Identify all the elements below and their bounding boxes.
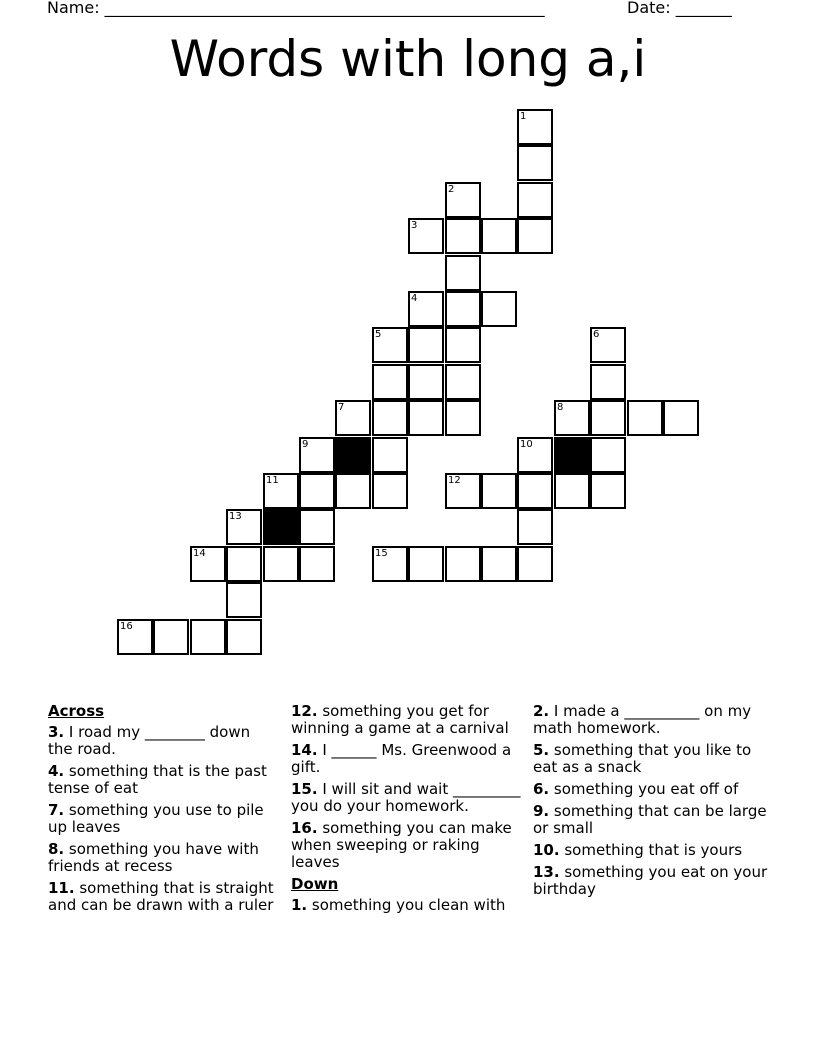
clue-number: 3.: [48, 723, 65, 741]
clue-text: something you use to pile up leaves: [48, 801, 264, 836]
grid-cell[interactable]: [372, 327, 408, 363]
grid-cell[interactable]: [517, 509, 553, 545]
grid-cell[interactable]: [627, 400, 663, 436]
grid-cell[interactable]: [481, 546, 517, 582]
grid-block-cell: [335, 437, 371, 473]
grid-cell[interactable]: [517, 218, 553, 254]
clue-number: 11.: [48, 879, 75, 897]
grid-cell[interactable]: [335, 400, 371, 436]
clue-number: 12.: [291, 702, 318, 720]
cell-number: 6: [593, 329, 600, 340]
page-title: Words with long a,i: [169, 30, 647, 88]
clue-text: something you eat on your birthday: [533, 863, 768, 898]
grid-cell[interactable]: [590, 400, 626, 436]
grid-cell[interactable]: [445, 327, 481, 363]
clue-number: 4.: [48, 762, 65, 780]
clue-down-1: [291, 897, 531, 914]
cell-number: 13: [229, 511, 242, 522]
clue-text: something that can be large or small: [533, 802, 767, 837]
cell-number: 16: [120, 621, 133, 632]
grid-cell[interactable]: [445, 255, 481, 291]
grid-cell[interactable]: [590, 364, 626, 400]
grid-cell[interactable]: [517, 546, 553, 582]
clue-text: I road my ________ down the road.: [48, 723, 251, 758]
clue-across-4: [48, 763, 278, 797]
grid-cell[interactable]: [299, 546, 335, 582]
grid-cell[interactable]: [517, 473, 553, 509]
cell-number: 15: [375, 548, 388, 559]
grid-cell[interactable]: [372, 364, 408, 400]
grid-cell[interactable]: [445, 364, 481, 400]
clue-down-6: [533, 781, 773, 798]
clue-number: 15.: [291, 780, 318, 798]
grid-cell[interactable]: [299, 509, 335, 545]
clue-number: 13.: [533, 863, 560, 881]
grid-cell[interactable]: [263, 473, 299, 509]
cell-number: 11: [266, 475, 279, 486]
clue-text: something you eat off of: [553, 780, 739, 798]
grid-cell[interactable]: [117, 619, 153, 655]
clue-across-15: [291, 781, 531, 815]
grid-cell[interactable]: [372, 473, 408, 509]
clue-down-13: [533, 864, 773, 898]
clue-number: 1.: [291, 896, 308, 914]
grid-cell[interactable]: [299, 437, 335, 473]
cell-number: 4: [411, 293, 418, 304]
clue-text: something you get for winning a game at a carnival: [291, 702, 509, 737]
cell-number: 9: [302, 439, 309, 450]
cell-number: 3: [411, 220, 418, 231]
cell-number: 7: [338, 402, 345, 413]
clue-across-7: [48, 802, 278, 836]
across-heading: Across: [48, 702, 105, 720]
clue-down-10: [533, 842, 773, 859]
cell-number: 5: [375, 329, 382, 340]
clue-down-9: [533, 803, 773, 837]
clue-text: something you can make when sweeping or raking leaves: [291, 819, 512, 871]
clue-across-14: [291, 742, 531, 776]
cell-number: 10: [520, 439, 533, 450]
grid-cell[interactable]: [299, 473, 335, 509]
clue-number: 5.: [533, 741, 550, 759]
cell-number: 8: [557, 402, 564, 413]
grid-cell[interactable]: [590, 327, 626, 363]
cell-number: 2: [448, 184, 455, 195]
grid-cell[interactable]: [153, 619, 189, 655]
clue-text: something you clean with: [311, 896, 506, 914]
grid-cell[interactable]: [263, 546, 299, 582]
cell-number: 14: [193, 548, 206, 559]
clue-across-11: [48, 880, 278, 914]
grid-cell[interactable]: [517, 145, 553, 181]
clue-number: 7.: [48, 801, 65, 819]
grid-cell[interactable]: [445, 291, 481, 327]
clue-number: 2.: [533, 702, 550, 720]
clue-across-3: [48, 724, 278, 758]
grid-cell[interactable]: [445, 546, 481, 582]
date-field-label: Date: _______: [627, 0, 732, 17]
grid-cell[interactable]: [445, 182, 481, 218]
grid-cell[interactable]: [408, 400, 444, 436]
cell-number: 1: [520, 111, 527, 122]
grid-cell[interactable]: [372, 546, 408, 582]
cell-number: 12: [448, 475, 461, 486]
grid-cell[interactable]: [590, 473, 626, 509]
clue-text: I ______ Ms. Greenwood a gift.: [291, 741, 512, 776]
clue-text: something that is yours: [564, 841, 743, 859]
grid-cell[interactable]: [554, 400, 590, 436]
clue-column-2: [291, 703, 531, 919]
grid-cell[interactable]: [335, 473, 371, 509]
grid-cell[interactable]: [481, 473, 517, 509]
name-field-label: Name: _______________________________________________________: [47, 0, 545, 17]
grid-cell[interactable]: [445, 218, 481, 254]
grid-cell[interactable]: [226, 509, 262, 545]
clue-number: 6.: [533, 780, 550, 798]
grid-cell[interactable]: [408, 218, 444, 254]
grid-cell[interactable]: [372, 437, 408, 473]
grid-block-cell: [263, 509, 299, 545]
clue-number: 10.: [533, 841, 560, 859]
grid-cell[interactable]: [190, 619, 226, 655]
grid-cell[interactable]: [481, 291, 517, 327]
clue-text: I made a __________ on my math homework.: [533, 702, 752, 737]
clue-number: 16.: [291, 819, 318, 837]
grid-cell[interactable]: [554, 473, 590, 509]
clue-down-5: [533, 742, 773, 776]
grid-cell[interactable]: [226, 546, 262, 582]
grid-cell[interactable]: [408, 364, 444, 400]
grid-cell[interactable]: [663, 400, 699, 436]
clue-text: something that is the past tense of eat: [48, 762, 267, 797]
grid-cell[interactable]: [517, 437, 553, 473]
clue-across-16: [291, 820, 531, 871]
grid-block-cell: [554, 437, 590, 473]
clue-down-2: [533, 703, 773, 737]
grid-cell[interactable]: [408, 546, 444, 582]
clue-column-3: [533, 703, 773, 903]
grid-cell[interactable]: [590, 437, 626, 473]
grid-cell[interactable]: [445, 400, 481, 436]
grid-cell[interactable]: [226, 582, 262, 618]
down-heading: Down: [291, 875, 339, 893]
grid-cell[interactable]: [481, 218, 517, 254]
grid-cell[interactable]: [226, 619, 262, 655]
grid-cell[interactable]: [517, 182, 553, 218]
clue-text: something that is straight and can be drawn with a ruler: [48, 879, 274, 914]
clue-across-12: [291, 703, 531, 737]
clue-number: 14.: [291, 741, 318, 759]
grid-cell[interactable]: [408, 291, 444, 327]
grid-cell[interactable]: [190, 546, 226, 582]
clue-number: 9.: [533, 802, 550, 820]
clue-column-1: [48, 703, 278, 919]
clue-text: I will sit and wait _________ you do your homework.: [291, 780, 521, 815]
grid-cell[interactable]: [445, 473, 481, 509]
grid-cell[interactable]: [372, 400, 408, 436]
clue-text: something you have with friends at recess: [48, 840, 259, 875]
grid-cell[interactable]: [517, 109, 553, 145]
clue-number: 8.: [48, 840, 65, 858]
clue-across-8: [48, 841, 278, 875]
clue-text: something that you like to eat as a snack: [533, 741, 752, 776]
grid-cell[interactable]: [408, 327, 444, 363]
